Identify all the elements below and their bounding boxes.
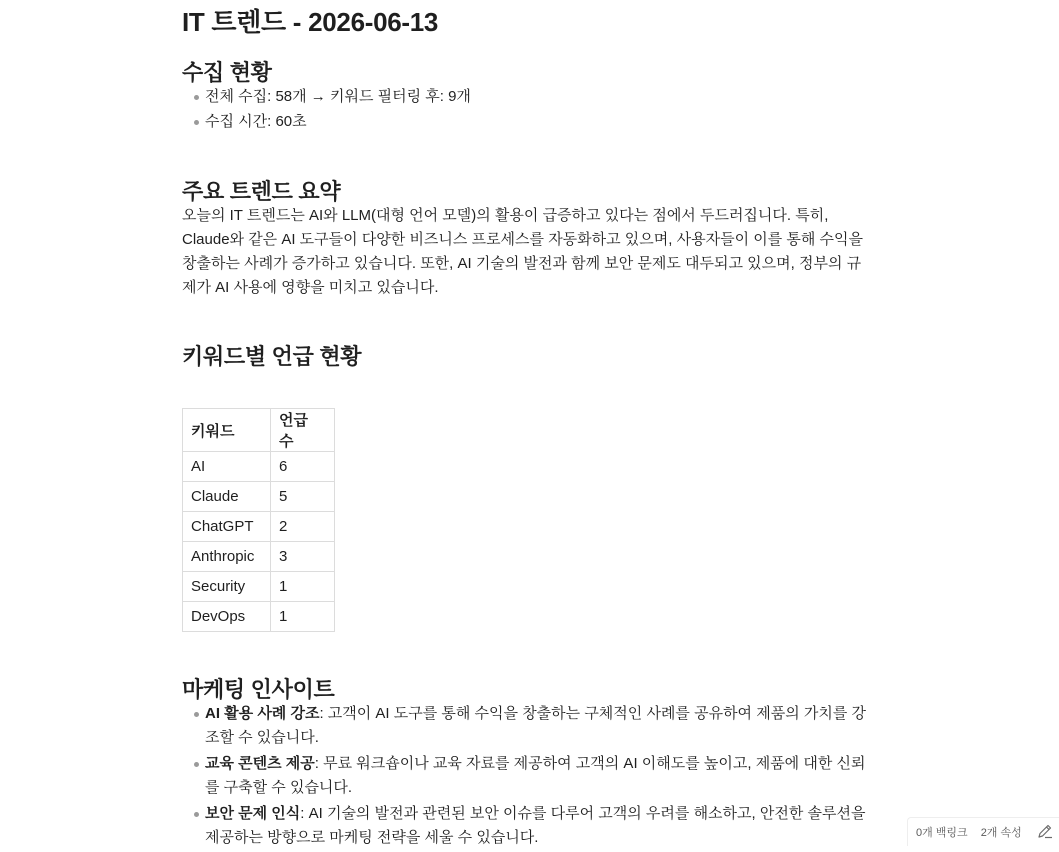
keyword-cell: ChatGPT — [183, 512, 271, 542]
table-header-row — [183, 409, 335, 452]
column-header-count: 언급 수 — [271, 409, 335, 452]
marketing-list — [194, 702, 874, 852]
list-item — [194, 802, 874, 850]
insight-text: : 고객이 AI 도구를 통해 수익을 창출하는 구체적인 사례를 공유하여 제품의 가치를 강조할 수 있습니다. — [205, 705, 866, 746]
collection-heading: 수집 현황 — [182, 60, 272, 85]
marketing-heading: 마케팅 인사이트 — [182, 677, 335, 702]
count-cell: 5 — [271, 482, 335, 512]
properties-count[interactable]: 2개 속성 — [980, 827, 1022, 839]
count-cell: 1 — [271, 602, 335, 632]
pencil-icon[interactable] — [1035, 823, 1053, 842]
keyword-cell: AI — [183, 452, 271, 482]
summary-paragraph: 오늘의 IT 트렌드는 AI와 LLM(대형 언어 모델)의 활용이 급증하고 있다는 점에서 두드러집니다. 특히, Claude와 같은 AI 도구들이 다양한 비즈니스 프로세스를 자동화하고 있으며, 사용자들이 이를 통해 수익을 창출하는 사례가 증가하고 있습니다. 또한, AI 기술의 발전과 함께 보안 문제도 대두되고 있으며, 정부의 규제가 AI 사용에 영향을 미치고 있습니다. — [182, 207, 863, 296]
keyword-cell: Claude — [183, 482, 271, 512]
table-row — [183, 572, 335, 602]
keyword-cell: Anthropic — [183, 542, 271, 572]
keyword-cell: DevOps — [183, 602, 271, 632]
table-row — [183, 482, 335, 512]
table-row — [183, 452, 335, 482]
keywords-heading: 키워드별 언급 현황 — [182, 344, 362, 369]
count-cell: 1 — [271, 572, 335, 602]
count-cell: 2 — [271, 512, 335, 542]
keyword-table — [182, 408, 335, 632]
insight-text: : AI 기술의 발전과 관련된 보안 이슈를 다루어 고객의 우려를 해소하고, 안전한 솔루션을 제공하는 방향으로 마케팅 전략을 세울 수 있습니다. — [205, 805, 866, 846]
count-cell: 6 — [271, 452, 335, 482]
list-item: 수집 시간: 60초 — [194, 109, 471, 134]
insight-text: : 무료 워크숍이나 교육 자료를 제공하여 고객의 AI 이해도를 높이고, 제품에 대한 신뢰를 구축할 수 있습니다. — [205, 755, 866, 796]
table-row — [183, 512, 335, 542]
page-title: IT 트렌드 - 2026-06-13 — [182, 7, 439, 37]
collection-list — [194, 84, 471, 134]
pencil-icon-svg — [1037, 823, 1053, 839]
table-row — [183, 602, 335, 632]
table-row — [183, 542, 335, 572]
column-header-keyword: 키워드 — [183, 409, 271, 452]
count-cell: 3 — [271, 542, 335, 572]
list-item: 전체 수집: 58개 → 키워드 필터링 후: 9개 — [194, 84, 471, 109]
list-item — [194, 752, 874, 800]
insight-label: AI 활용 사례 강조 — [205, 705, 320, 722]
insight-label: 보안 문제 인식 — [205, 805, 301, 822]
backlinks-count[interactable]: 0개 백링크 — [916, 827, 968, 839]
status-bar — [907, 817, 1059, 846]
list-item — [194, 702, 874, 750]
summary-heading: 주요 트렌드 요약 — [182, 179, 341, 204]
insight-label: 교육 콘텐츠 제공 — [205, 755, 315, 772]
keyword-cell: Security — [183, 572, 271, 602]
